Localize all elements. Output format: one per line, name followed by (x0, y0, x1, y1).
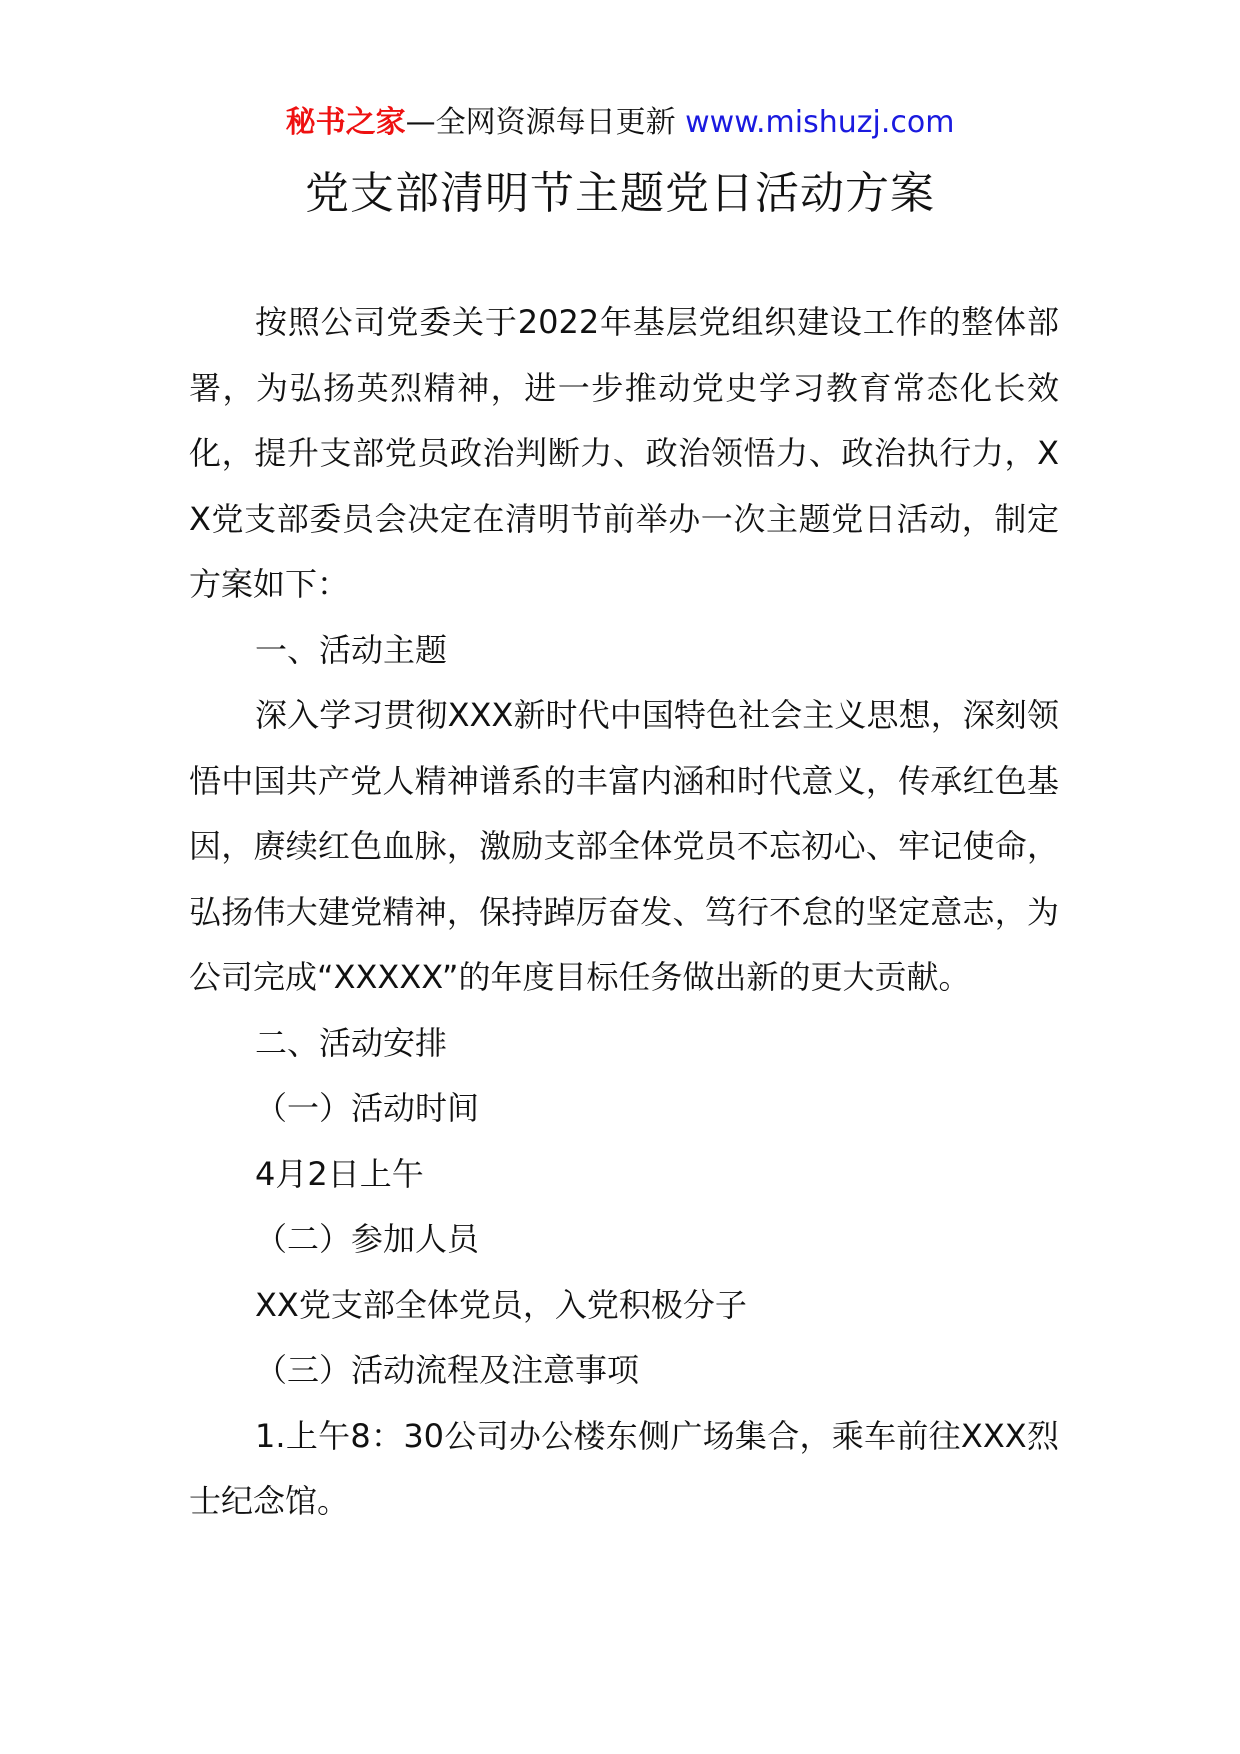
subheading-time: （一）活动时间 (255, 1089, 480, 1127)
site-slogan: —全网资源每日更新 (405, 105, 676, 140)
time-paragraph: 4月2日上午 (255, 1154, 424, 1193)
document-body (189, 290, 1059, 1535)
document-title: 党支部清明节主题党日活动方案 (305, 168, 935, 219)
participants-paragraph: XX党支部全体党员，入党积极分子 (255, 1285, 747, 1324)
section-heading-arrangement: 二、活动安排 (255, 1023, 448, 1062)
site-brand: 秘书之家 (285, 105, 406, 140)
theme-paragraph: 深入学习贯彻XXX新时代中国特色社会主义思想，深刻领悟中国共产党人精神谱系的丰富内涵和时代意义，传承红色基因，赓续红色血脉，激励支部全体党员不忘初心、牢记使命，弘扬伟大建党精神，保持踔厉奋发、笃行不怠的坚定意志，为公司完成“XXXXX”的年度目标任务做出新的更大贡献。 (189, 696, 1059, 996)
site-header (0, 100, 1240, 146)
process-item-1: 1.上午8：30公司办公楼东侧广场集合，乘车前往XXX烈士纪念馆。 (189, 1416, 1059, 1520)
subheading-participants: （二）参加人员 (255, 1220, 480, 1258)
subheading-process: （三）活动流程及注意事项 (255, 1351, 640, 1389)
section-heading-theme: 一、活动主题 (255, 630, 448, 669)
site-url-link[interactable]: www.mishuzj.com (685, 105, 955, 140)
intro-paragraph: 按照公司党委关于2022年基层党组织建设工作的整体部署，为弘扬英烈精神，进一步推动党史学习教育常态化长效化，提升支部党员政治判断力、政治领悟力、政治执行力，XX党支部委员会决定在清明节前举办一次主题党日活动，制定方案如下： (189, 303, 1059, 603)
